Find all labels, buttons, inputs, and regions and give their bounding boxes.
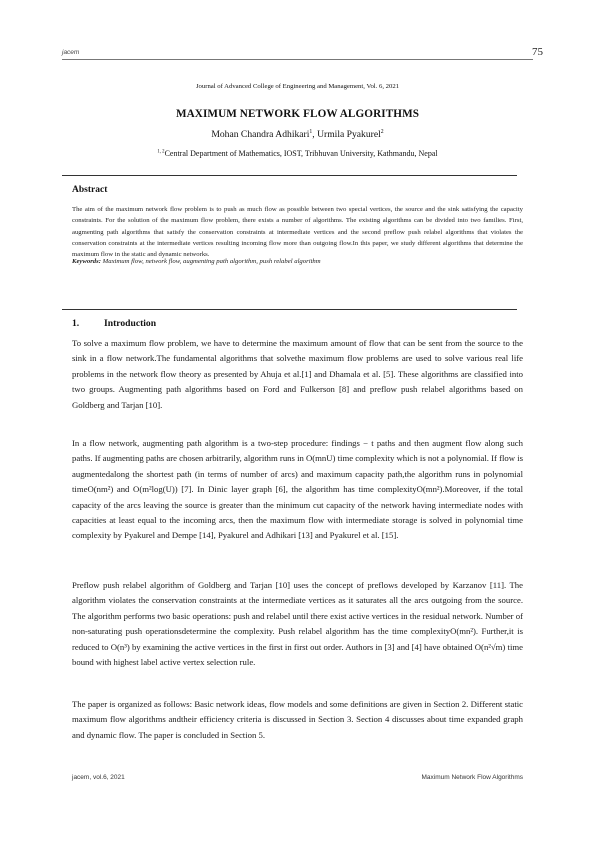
- body-paragraph: The paper is organized as follows: Basic network ideas, flow models and some definitions are given in Section 2. Different static maximum flow algorithms andtheir efficiency criteria is discussed in Section 3. Section 4 discusses about time expanded graph and dynamic flow. The paper is concluded in Section 5.: [72, 699, 523, 740]
- divider: [62, 309, 517, 310]
- section-number: 1.: [72, 318, 80, 329]
- divider: [62, 175, 517, 176]
- affiliation: [62, 149, 533, 158]
- footer-citation: jacem, vol.6, 2021: [72, 774, 125, 781]
- abstract-text: The aim of the maximum network flow problem is to push as much flow as possible between two special vertices, the source and the sink satisfying the capacity constraints. For the solution of the maximum flow problem, there exists a number of algorithms. The existing algorithms can be divided into two families. First, augmenting path algorithms that satisfy the conservation constraints at intermediate vertices and the second preflow push relabel algorithms that violates the conservation constraints at the intermediate vertices resulting incoming flow more than outgoing flow.In this paper, we study different algorithms that determine the maximum flow in the static and dynamic networks.: [72, 206, 523, 259]
- author-name: Mohan Chandra Adhikari: [211, 129, 310, 140]
- author-affil-mark: 1: [309, 128, 313, 135]
- footer-title: Maximum Network Flow Algorithms: [421, 774, 523, 781]
- body-paragraph: In a flow network, augmenting path algorithm is a two-step procedure: findings − t paths and then augment flow along such paths. If augmenting paths are chosen arbitrarily, algorithm runs in O(mnU) time complexity which is not a polynomial. If flow is augmentedalong the shortest path (in terms of number of arcs) and maximum capacity path,the algorithm runs in polynomial timeO(nm²) and O(m²log(U)) [7]. In Dinic layer graph [6], the algorithm has time complexityO(mn²).Moreover, if the total capacity of the arcs leaving the source is greater than the minimum cut capacity of the network having intermediate nodes with capacities at least equal to the incoming arcs, then the maximum flow with intermediate storage is solved in polynomial time complexity by Pyakurel and Dempe [14], Pyakurel and Adhikari [13] and Pyakurel et al. [15].: [72, 438, 523, 541]
- affiliation-text: Central Department of Mathematics, IOST, Tribhuvan University, Kathmandu, Nepal: [164, 149, 438, 158]
- keywords-text: Maximum flow, network flow, augmenting path algorithm, push relabel algorithm: [100, 258, 321, 265]
- keywords-label: Keywords:: [72, 258, 101, 265]
- body-paragraph: To solve a maximum flow problem, we have to determine the maximum amount of flow that can be sent from the source to the sink in a flow network.The fundamental algorithms that solvethe maximum flow problems are used to solve various real life problems in the network flow theory as presented by Ahuja et al.[1] and Dhamala et al. [5]. These algorithms are classified into two groups. Augmenting path algorithms based on Ford and Fulkerson [8] and preflow push relabel algorithms based on Goldberg and Tarjan [10].: [72, 338, 523, 410]
- page-number: 75: [532, 46, 543, 58]
- abstract-heading: Abstract: [72, 185, 108, 195]
- header-rule: [62, 59, 533, 60]
- running-header: jacem: [62, 49, 80, 56]
- author-affil-mark: 2: [380, 128, 384, 135]
- paper-title: MAXIMUM NETWORK FLOW ALGORITHMS: [175, 108, 420, 120]
- keywords: [72, 258, 321, 265]
- author-separator: ,: [312, 129, 318, 140]
- journal-line: Journal of Advanced College of Engineering and Management, Vol. 6, 2021: [195, 83, 400, 90]
- section-title: Introduction: [104, 318, 157, 329]
- affiliation-mark: 1, 2: [157, 149, 165, 155]
- author-name: Urmila Pyakurel: [317, 129, 381, 140]
- body-paragraph: Preflow push relabel algorithm of Goldberg and Tarjan [10] uses the concept of preflows developed by Karzanov [11]. The algorithm violates the conservation constraints at the intermediate vertices as it saturates all the arcs outgoing from the source. The algorithm performs two basic operations: push and relabel until there exist active vertices in the residual network. Number of non-saturating push operationsdetermine the complexity. Push relabel algorithm has the time complexityO(mn²). Further,it is reduced to O(n³) by examining the active vertices in the first in first out order. Authors in [3] and [4] have obtained O(n²√m) time bound with highest label active vertex selection rule.: [72, 580, 523, 668]
- author-list: [62, 129, 533, 140]
